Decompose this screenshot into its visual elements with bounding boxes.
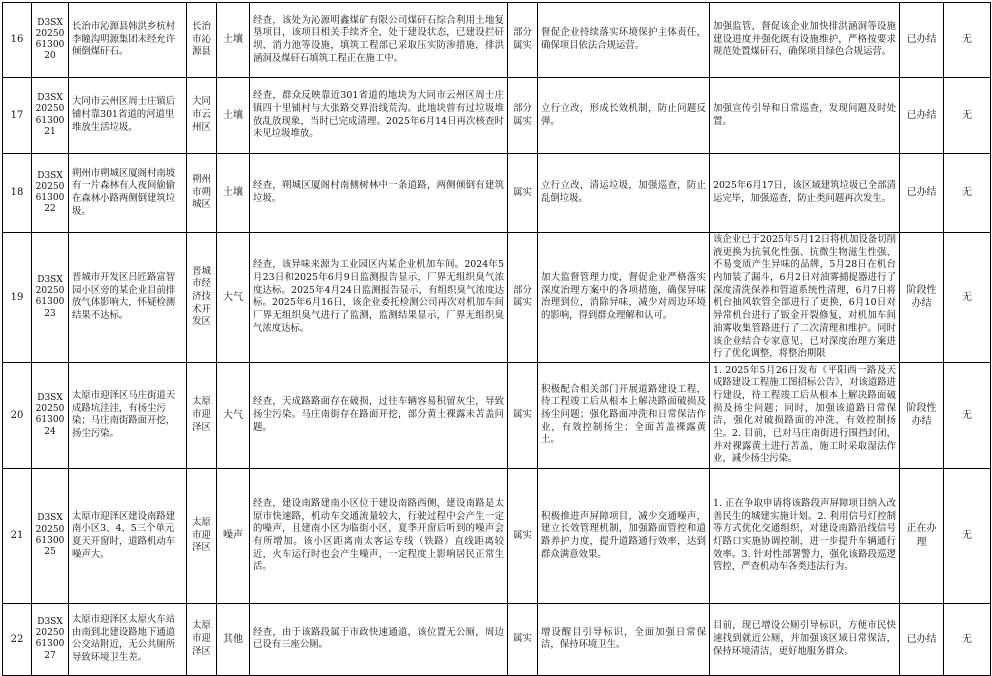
- table-row: [3, 154, 991, 233]
- accountability-cell: 无: [944, 154, 991, 233]
- verification-result-cell: 属实: [508, 603, 538, 675]
- case-status-cell: 阶段性办结: [900, 233, 944, 363]
- table-row: [3, 603, 991, 675]
- seq-cell: 19: [3, 233, 32, 363]
- case-code-cell: D3SX202506130027: [32, 603, 69, 675]
- handling-plan-cell: 增设醒目引导标识，全面加强日常保洁，保持环境卫生。: [538, 603, 710, 675]
- handling-progress-cell: 1. 2025年5月26日发布《平阳西一路及天成路建设工程施工图招标公告》，对该道路进行建设，待工程竣工后从根本上解决路面破损及扬尘问题；同时，加强该道路日常保洁，强化对破损路面的冲洗，有效控制扬尘。2. 目前，已对马庄南街进行围挡封闭，并对裸露黄土进行苫盖，施工时采取湿法作业，减少扬尘污染。: [710, 362, 900, 468]
- case-status-cell: 阶段性办结: [900, 362, 944, 468]
- case-code-cell: D3SX202506130022: [32, 154, 69, 233]
- pollution-type-cell: 大气: [217, 362, 250, 468]
- case-code-cell: D3SX202506130025: [32, 468, 69, 603]
- complaint-summary-cell: 朔州市朔城区厦阁村南坡有一片森林有人夜间偷偷在森林小路两侧倒建筑垃圾。: [69, 154, 187, 233]
- table-row: [3, 468, 991, 603]
- administrative-area-cell: 太原市迎泽区: [187, 603, 217, 675]
- verification-result-cell: 属实: [508, 154, 538, 233]
- accountability-cell: 无: [944, 3, 991, 78]
- seq-cell: 20: [3, 362, 32, 468]
- table-row: [3, 3, 991, 78]
- complaint-summary-cell: 大同市云州区周士庄镇后铺村靠301省道的河道里堆放生活垃圾。: [69, 78, 187, 154]
- case-status-cell: 已办结: [900, 78, 944, 154]
- handling-plan-cell: 加大监督管理力度，督促企业严格落实深度治理方案中的各项措施，确保异味治理到位，消除异味，减少对周边环境的影响，得到群众理解和认可。: [538, 233, 710, 363]
- complaint-summary-cell: 晋城市开发区吕匠路富智园小区旁的某企业目前排放气体影响大，怀疑检测结果不达标。: [69, 233, 187, 363]
- handling-progress-cell: 目前，现已增设公厕引导标识，方便市民快速找到就近公厕，并加强该区域日常保洁，保持环境清洁，更好地服务群众。: [710, 603, 900, 675]
- case-table: [2, 2, 991, 676]
- table-row: [3, 233, 991, 363]
- accountability-cell: 无: [944, 362, 991, 468]
- pollution-type-cell: 土壤: [217, 3, 250, 78]
- handling-progress-cell: 加强监管，督促该企业加快排洪涵洞等设施建设进度并强化既有设施维护，严格按要求规范处置煤矸石，确保项目绿色合规运营。: [710, 3, 900, 78]
- pollution-type-cell: 土壤: [217, 78, 250, 154]
- seq-cell: 21: [3, 468, 32, 603]
- verification-result-cell: 属实: [508, 468, 538, 603]
- administrative-area-cell: 朔州市朔城区: [187, 154, 217, 233]
- pollution-type-cell: 其他: [217, 603, 250, 675]
- seq-cell: 22: [3, 603, 32, 675]
- investigation-finding-cell: 经查，建设南路建南小区位于建设南路西侧，建设南路是太原市快速路，机动车交通流量较大，行驶过程中会产生一定的噪声，且建南小区为临街小区，夏季开窗后听到的噪声会有所增加。该小区距离南太客运专线（铁路）直线距离较近，火车运行时也会产生噪声，一定程度上影响居民正常生活。: [250, 468, 508, 603]
- case-code-cell: D3SX202506130023: [32, 233, 69, 363]
- handling-progress-cell: 该企业已于2025年5月12日将机加设备切削液更换为抗氧化性强、抗微生物滋生性强、不易变质产生异味的品牌，5月28日在机台内加装了漏斗，6月2日对油雾捕捉器进行了深度清洗保养和管道系统性清理，6月7日将机台抽风软管全部进行了更换，6月10日对异常机台进行了钣金开裂修复，对机加车间油雾收集管路进行了二次清理和维护。同时该企业结合专家意见，已对深度治理方案进行了优化调整，将整治期限: [710, 233, 900, 363]
- handling-progress-cell: 1. 正在争取申请将该路段声屏障项目纳入改善民生的城建实施计划。2. 利用信号灯控制等方式优化交通组织，对建设南路沿线信号灯路口实施协调控制，进一步提升车辆通行效率。3. 针对性部署警力，强化该路段巡逻管控，严查机动车各类违法行为。: [710, 468, 900, 603]
- accountability-cell: 无: [944, 468, 991, 603]
- verification-result-cell: 部分属实: [508, 78, 538, 154]
- handling-progress-cell: 2025年6月17日，该区域建筑垃圾已全部清运完毕，加强巡查，防止类问题再次发生。: [710, 154, 900, 233]
- accountability-cell: 无: [944, 233, 991, 363]
- seq-cell: 18: [3, 154, 32, 233]
- case-status-cell: 已办结: [900, 3, 944, 78]
- case-code-cell: D3SX202506130021: [32, 78, 69, 154]
- accountability-cell: 无: [944, 78, 991, 154]
- pollution-type-cell: 大气: [217, 233, 250, 363]
- complaint-summary-cell: 太原市迎泽区建设南路建南小区3、4、5三个单元夏天开窗时，道路机动车噪声大。: [69, 468, 187, 603]
- case-status-cell: 正在办理: [900, 468, 944, 603]
- handling-plan-cell: 积极配合相关部门开展道路建设工程，待工程竣工后从根本上解决路面破损及扬尘问题；强化路面冲洗和日常保洁作业，有效控制扬尘；全面苫盖裸露黄土。: [538, 362, 710, 468]
- administrative-area-cell: 太原市迎泽区: [187, 362, 217, 468]
- administrative-area-cell: 大同市云州区: [187, 78, 217, 154]
- complaint-summary-cell: 太原市迎泽区马庄街道天成路坑洼洼，有扬尘污染；马庄南街路面开挖，扬尘污染。: [69, 362, 187, 468]
- investigation-finding-cell: 经查，该处为沁源明鑫煤矿有限公司煤矸石综合利用土地复垦项目，该项目相关手续齐全，处于建设状态，已建设拦矸坝、消力池等设施，填筑工程部已采取压实防渗措施，排洪涵洞及煤矸石填筑工程正在施工中。: [250, 3, 508, 78]
- case-status-cell: 已办结: [900, 603, 944, 675]
- table-row: [3, 78, 991, 154]
- verification-result-cell: 部分属实: [508, 233, 538, 363]
- administrative-area-cell: 长治市沁源县: [187, 3, 217, 78]
- verification-result-cell: 部分属实: [508, 3, 538, 78]
- investigation-finding-cell: 经查，群众反映靠近301省道的地块为大同市云州区周士庄镇四十里铺村与大张路交界沿线荒沟。此地块曾有过垃圾堆放乱放现象，当时已完成清理。2025年6月14日再次核查时未见垃圾堆放。: [250, 78, 508, 154]
- pollution-type-cell: 土壤: [217, 154, 250, 233]
- handling-progress-cell: 加强宣传引导和日常巡查，发现问题及时处置。: [710, 78, 900, 154]
- pollution-type-cell: 噪声: [217, 468, 250, 603]
- handling-plan-cell: 立行立改，清运垃圾，加强巡查，防止乱倒垃圾。: [538, 154, 710, 233]
- case-code-cell: D3SX202506130024: [32, 362, 69, 468]
- case-code-cell: D3SX202506130020: [32, 3, 69, 78]
- verification-result-cell: 属实: [508, 362, 538, 468]
- handling-plan-cell: 积极推进声屏障项目，减少交通噪声，建立长效管理机制，加强路面管控和道路养护力度，提升道路通行效率，达到群众满意效果。: [538, 468, 710, 603]
- handling-plan-cell: 督促企业持续落实环境保护主体责任，确保项目依法合规运营。: [538, 3, 710, 78]
- case-status-cell: 已办结: [900, 154, 944, 233]
- table-row: [3, 362, 991, 468]
- complaint-summary-cell: 长治市沁源县韩洪乡杭村李瞳沟明源集团未经允许倾倒煤矸石。: [69, 3, 187, 78]
- investigation-finding-cell: 经查，该异味来源为工业园区内某企业机加车间。2024年5月23日和2025年6月9日监测报告显示，厂界无组织臭气浓度达标。2025年4月24日监测报告显示，有组织臭气浓度达标。2025年6月16日，该企业委托检测公司再次对机加车间厂界无组织臭气进行了监测，监测结果显示，厂界无组织臭气浓度达标。: [250, 233, 508, 363]
- seq-cell: 17: [3, 78, 32, 154]
- administrative-area-cell: 晋城市经济技术开发区: [187, 233, 217, 363]
- complaint-summary-cell: 太原市迎泽区太原火车站由南到北建设路地下通道公交站附近，无公共厕所导致环境卫生差。: [69, 603, 187, 675]
- investigation-finding-cell: 经查，天成路路面存在破损，过往车辆容易积留灰尘，导致扬尘污染。马庄南街存在路面开挖，部分黄土裸露未苫盖问题。: [250, 362, 508, 468]
- handling-plan-cell: 立行立改，形成长效机制，防止问题反弹。: [538, 78, 710, 154]
- administrative-area-cell: 太原市迎泽区: [187, 468, 217, 603]
- seq-cell: 16: [3, 3, 32, 78]
- accountability-cell: 无: [944, 603, 991, 675]
- investigation-finding-cell: 经查，由于该路段属于市政快速通道，该位置无公厕，周边已设有三座公厕。: [250, 603, 508, 675]
- investigation-finding-cell: 经查，朔城区厦阁村南侧树林中一条道路，两侧倾倒有建筑垃圾。: [250, 154, 508, 233]
